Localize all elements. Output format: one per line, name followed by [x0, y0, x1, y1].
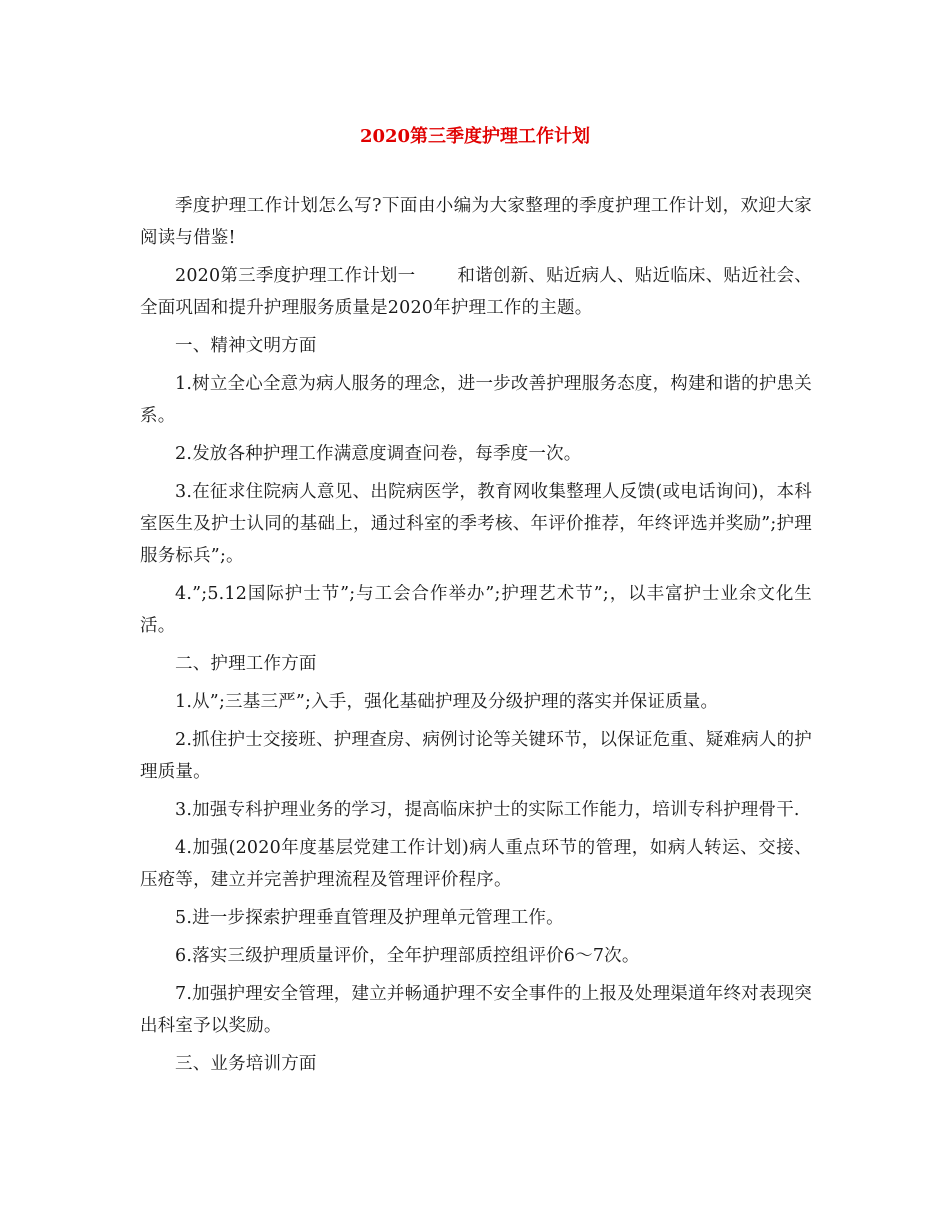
- paragraph-plan-one: [140, 260, 812, 324]
- paragraph-item: 3.在征求住院病人意见、出院病医学，教育网收集整理人反馈(或电话询问)，本科室医生及护士认同的基础上，通过科室的季考核、年评价推荐，年终评选并奖励”;护理服务标兵”;。: [140, 482, 812, 566]
- paragraph-intro: 季度护理工作计划怎么写?下面由小编为大家整理的季度护理工作计划，欢迎大家阅读与借鉴!: [140, 196, 812, 248]
- paragraph-item: 4.”;5.12国际护士节”;与工会合作举办”;护理艺术节”;，以丰富护士业余文化生活。: [140, 584, 812, 636]
- paragraph-item: 1.树立全心全意为病人服务的理念，进一步改善护理服务态度，构建和谐的护患关系。: [140, 374, 812, 426]
- document-body: [140, 190, 812, 1086]
- paragraph-item: 2.抓住护士交接班、护理查房、病例讨论等关键环节，以保证危重、疑难病人的护理质量。: [140, 730, 812, 782]
- plan-heading-text: 2020第三季度护理工作计划一: [175, 266, 416, 286]
- paragraph-item: 2.发放各种护理工作满意度调查问卷，每季度一次。: [175, 444, 582, 464]
- paragraph-item: 3.加强专科护理业务的学习，提高临床护士的实际工作能力，培训专科护理骨干.: [175, 800, 800, 820]
- paragraph-item: 4.加强(2020年度基层党建工作计划)病人重点环节的管理，如病人转运、交接、压疮等，建立并完善护理流程及管理评价程序。: [140, 838, 812, 890]
- plan-theme-text: 和谐创新、贴近病人、贴近临床、贴近社会、全面巩固和提升护理服务质量是2020年护理工作的主题。: [140, 266, 813, 318]
- paragraph-item: 7.加强护理安全管理，建立并畅通护理不安全事件的上报及处理渠道年终对表现突出科室予以奖励。: [140, 984, 812, 1036]
- section-heading-3: 三、业务培训方面: [175, 1054, 317, 1074]
- paragraph-item: 5.进一步探索护理垂直管理及护理单元管理工作。: [175, 908, 564, 928]
- paragraph-item: 6.落实三级护理质量评价，全年护理部质控组评价6～7次。: [175, 946, 640, 966]
- paragraph-item: 1.从”;三基三严”;入手，强化基础护理及分级护理的落实并保证质量。: [175, 692, 719, 712]
- section-heading-1: 一、精神文明方面: [175, 336, 317, 356]
- document-title: 2020第三季度护理工作计划: [359, 126, 591, 147]
- section-heading-2: 二、护理工作方面: [175, 654, 317, 674]
